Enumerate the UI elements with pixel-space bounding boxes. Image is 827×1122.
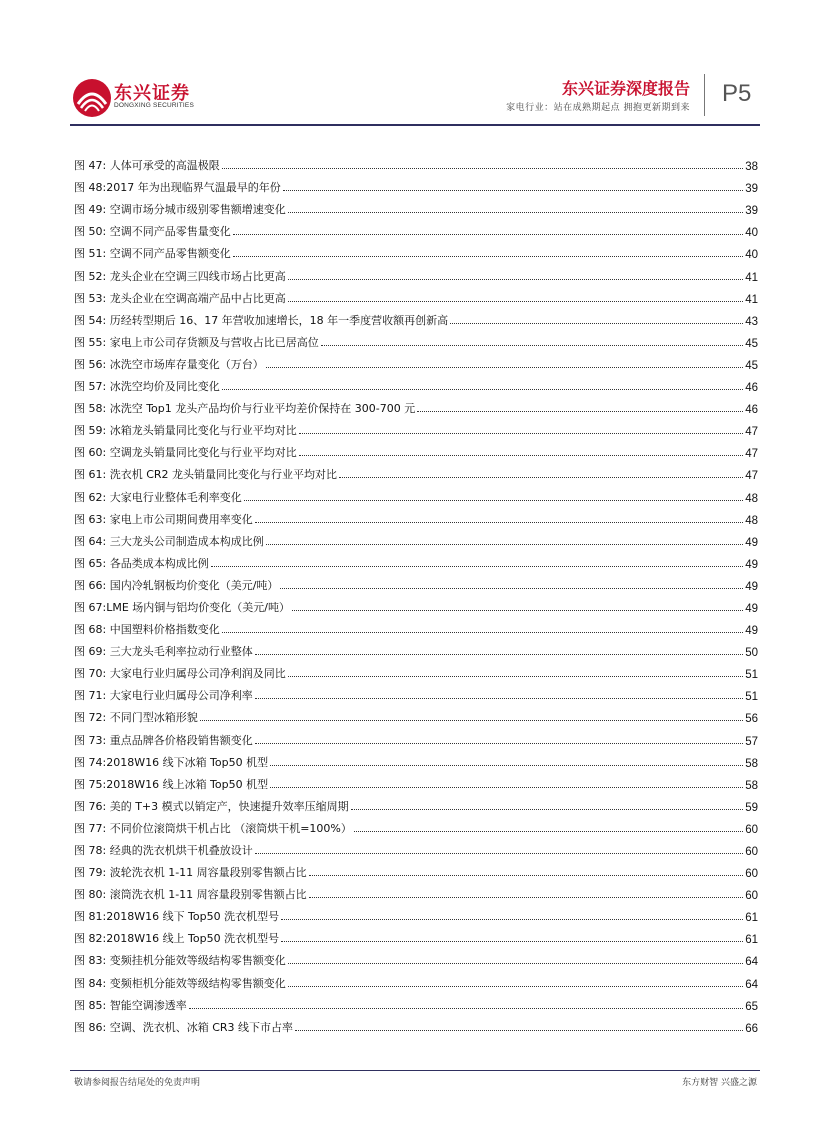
toc-entry-page[interactable]: 60	[745, 846, 758, 858]
figure-table-of-contents	[74, 151, 758, 1035]
toc-entry-label[interactable]: 图 62: 大家电行业整体毛利率变化	[74, 490, 242, 504]
toc-entry-label[interactable]: 图 78: 经典的洗衣机烘干机叠放设计	[74, 844, 253, 857]
header-divider	[704, 74, 705, 116]
toc-dot-leader	[309, 875, 744, 876]
toc-entry[interactable]	[74, 173, 758, 195]
toc-dot-leader	[270, 787, 743, 788]
toc-entry-page[interactable]: 60	[745, 823, 758, 836]
toc-entry-page[interactable]: 64	[745, 956, 758, 969]
toc-entry-page[interactable]: 49	[745, 580, 758, 593]
toc-dot-leader	[255, 853, 744, 854]
brand-name-english: DONGXING SECURITIES	[114, 102, 195, 109]
toc-entry[interactable]	[74, 836, 758, 858]
toc-entry-label[interactable]: 图 67:LME 场内铜与铝均价变化（美元/吨）	[74, 600, 290, 614]
toc-entry-label[interactable]: 图 68: 中国塑料价格指数变化	[74, 623, 220, 637]
toc-entry-label[interactable]: 图 60: 空调龙头销量同比变化与行业平均对比	[74, 446, 297, 460]
toc-entry[interactable]	[74, 527, 758, 549]
toc-dot-leader	[280, 588, 743, 589]
toc-entry-page[interactable]: 60	[745, 868, 758, 881]
toc-entry-label[interactable]: 图 48:2017 年为出现临界气温最早的年份	[74, 181, 281, 195]
toc-entry-label[interactable]: 图 66: 国内冷轧钢板均价变化（美元/吨）	[74, 578, 279, 592]
toc-entry-page[interactable]: 58	[745, 779, 758, 792]
toc-entry-label[interactable]: 图 72: 不同门型冰箱形貌	[74, 711, 198, 725]
toc-dot-leader	[288, 301, 744, 302]
toc-entry[interactable]	[74, 217, 758, 239]
toc-dot-leader	[255, 654, 744, 655]
toc-entry-page[interactable]: 49	[745, 602, 758, 615]
toc-entry[interactable]	[74, 350, 758, 372]
toc-entry-label[interactable]: 图 58: 冰洗空 Top1 龙头产品均价与行业平均差价保持在 300-700 元	[74, 402, 416, 416]
toc-entry-page[interactable]: 56	[745, 713, 758, 726]
toc-entry-page[interactable]: 48	[745, 514, 758, 527]
toc-entry[interactable]	[74, 681, 758, 703]
toc-entry-label[interactable]: 图 69: 三大龙头毛利率拉动行业整体	[74, 645, 253, 659]
toc-entry[interactable]	[74, 703, 758, 725]
toc-entry-label[interactable]: 图 61: 洗衣机 CR2 龙头销量同比变化与行业平均对比	[74, 468, 338, 482]
toc-entry[interactable]	[74, 394, 758, 416]
toc-dot-leader	[321, 345, 744, 346]
toc-dot-leader	[288, 212, 744, 213]
toc-entry-page[interactable]: 47	[745, 426, 758, 439]
toc-dot-leader	[309, 897, 744, 898]
report-title: 东兴证券深度报告	[561, 79, 690, 98]
toc-entry[interactable]	[74, 372, 758, 394]
toc-entry-label[interactable]: 图 65: 各品类成本构成比例	[74, 556, 209, 570]
toc-entry-label[interactable]: 图 71: 大家电行业归属母公司净利率	[74, 689, 253, 703]
toc-entry-label[interactable]: 图 49: 空调市场分城市级别零售额增速变化	[74, 203, 286, 217]
toc-entry-page[interactable]: 64	[745, 978, 758, 991]
toc-entry-page[interactable]: 46	[745, 382, 758, 395]
page-header	[0, 0, 827, 130]
toc-entry-page[interactable]: 45	[745, 359, 758, 372]
toc-entry-page[interactable]: 40	[745, 249, 758, 262]
toc-entry-page[interactable]: 41	[745, 271, 758, 284]
toc-entry-label[interactable]: 图 79: 波轮洗衣机 1-11 周容量段别零售额占比	[74, 866, 307, 880]
toc-entry[interactable]	[74, 946, 758, 968]
toc-dot-leader	[281, 941, 743, 942]
toc-entry-label[interactable]: 图 57: 冰洗空均价及同比变化	[74, 380, 220, 394]
toc-entry[interactable]	[74, 438, 758, 460]
toc-entry-label[interactable]: 图 81:2018W16 线下 Top50 洗衣机型号	[74, 910, 280, 924]
toc-dot-leader	[233, 256, 744, 257]
toc-entry-label[interactable]: 图 80: 滚筒洗衣机 1-11 周容量段别零售额占比	[74, 888, 307, 902]
page-number: P5	[722, 80, 752, 107]
toc-entry-page[interactable]: 66	[745, 1022, 758, 1035]
toc-entry[interactable]	[74, 770, 758, 792]
toc-dot-leader	[351, 809, 744, 810]
toc-entry-page[interactable]: 39	[745, 205, 758, 218]
toc-entry-label[interactable]: 图 59: 冰箱龙头销量同比变化与行业平均对比	[74, 424, 297, 438]
toc-entry-page[interactable]: 39	[745, 183, 758, 196]
toc-entry-page[interactable]: 58	[745, 757, 758, 770]
toc-entry[interactable]	[74, 902, 758, 924]
toc-dot-leader	[222, 389, 744, 390]
toc-entry[interactable]	[74, 505, 758, 527]
toc-dot-leader	[292, 610, 743, 611]
toc-dot-leader	[189, 1008, 744, 1009]
toc-dot-leader	[270, 765, 743, 766]
toc-entry-label[interactable]: 图 54: 历经转型期后 16、17 年营收加速增长，18 年一季度营收额再创新高	[74, 313, 449, 327]
toc-entry-label[interactable]: 图 64: 三大龙头公司制造成本构成比例	[74, 534, 264, 548]
toc-dot-leader	[339, 477, 743, 478]
toc-dot-leader	[200, 720, 744, 721]
toc-entry-label[interactable]: 图 82:2018W16 线上 Top50 洗衣机型号	[74, 932, 280, 946]
toc-entry[interactable]	[74, 615, 758, 637]
toc-dot-leader	[255, 743, 744, 744]
toc-dot-leader	[281, 919, 743, 920]
toc-dot-leader	[299, 433, 744, 434]
toc-entry[interactable]	[74, 748, 758, 770]
toc-entry-page[interactable]: 51	[745, 669, 758, 682]
toc-entry-page[interactable]: 49	[745, 536, 758, 549]
toc-entry-label[interactable]: 图 74:2018W16 线下冰箱 Top50 机型	[74, 755, 269, 769]
disclaimer-note: 敬请参阅报告结尾处的免责声明	[74, 1078, 201, 1088]
toc-entry[interactable]	[74, 571, 758, 593]
toc-entry-page[interactable]: 61	[745, 912, 758, 925]
toc-dot-leader	[266, 544, 744, 545]
toc-entry-page[interactable]: 50	[745, 647, 758, 660]
dongxing-logo-icon	[72, 78, 112, 118]
toc-entry-label[interactable]: 图 53: 龙头企业在空调高端产品中占比更高	[74, 291, 286, 305]
toc-entry-page[interactable]: 48	[745, 492, 758, 505]
toc-entry-label[interactable]: 图 47: 人体可承受的高温极限	[74, 159, 220, 173]
toc-dot-leader	[283, 190, 744, 191]
toc-entry[interactable]	[74, 328, 758, 350]
toc-dot-leader	[450, 323, 743, 324]
toc-entry-page[interactable]: 47	[745, 470, 758, 483]
toc-entry-page[interactable]: 61	[745, 934, 758, 947]
toc-entry-page[interactable]: 51	[745, 691, 758, 704]
toc-entry-label[interactable]: 图 70: 大家电行业归属母公司净利润及同比	[74, 667, 286, 681]
toc-entry-label[interactable]: 图 73: 重点品牌各价格段销售额变化	[74, 733, 253, 747]
toc-entry-label[interactable]: 图 56: 冰洗空市场库存量变化（万台）	[74, 357, 264, 371]
toc-entry-page[interactable]: 49	[745, 558, 758, 571]
toc-entry[interactable]	[74, 814, 758, 836]
toc-entry[interactable]	[74, 239, 758, 261]
toc-entry-label[interactable]: 图 55: 家电上市公司存货额及与营收占比已居高位	[74, 335, 319, 349]
toc-entry-page[interactable]: 40	[745, 227, 758, 240]
toc-entry-label[interactable]: 图 52: 龙头企业在空调三四线市场占比更高	[74, 269, 286, 283]
toc-dot-leader	[295, 1030, 743, 1031]
toc-dot-leader	[288, 279, 744, 280]
toc-entry-label[interactable]: 图 86: 空调、洗衣机、冰箱 CR3 线下市占率	[74, 1020, 294, 1034]
toc-entry[interactable]	[74, 261, 758, 283]
toc-entry-page[interactable]: 49	[745, 625, 758, 638]
toc-entry[interactable]	[74, 482, 758, 504]
toc-entry[interactable]	[74, 792, 758, 814]
brand-name: 东兴证券	[114, 83, 190, 104]
toc-dot-leader	[266, 367, 744, 368]
toc-entry[interactable]	[74, 460, 758, 482]
report-subtitle: 家电行业：站在成熟期起点 拥抱更新期到来	[506, 103, 690, 113]
toc-dot-leader	[244, 500, 744, 501]
toc-entry[interactable]	[74, 593, 758, 615]
toc-entry[interactable]	[74, 416, 758, 438]
toc-entry[interactable]	[74, 659, 758, 681]
header-rule	[70, 124, 760, 126]
toc-entry-page[interactable]: 57	[745, 735, 758, 748]
toc-entry[interactable]	[74, 991, 758, 1013]
toc-dot-leader	[299, 455, 744, 456]
toc-dot-leader	[255, 698, 744, 699]
footer-slogan: 东方财智 兴盛之源	[682, 1078, 757, 1088]
toc-entry-label[interactable]: 图 83: 变频挂机分能效等级结构零售额变化	[74, 954, 286, 968]
toc-entry-page[interactable]: 60	[745, 890, 758, 903]
toc-entry[interactable]	[74, 1013, 758, 1035]
toc-entry-label[interactable]: 图 85: 智能空调渗透率	[74, 998, 187, 1012]
toc-entry-label[interactable]: 图 77: 不同价位滚筒烘干机占比 （滚筒烘干机=100%）	[74, 821, 352, 835]
toc-entry[interactable]	[74, 637, 758, 659]
toc-entry[interactable]	[74, 858, 758, 880]
toc-entry-page[interactable]: 41	[745, 293, 758, 306]
toc-dot-leader	[255, 522, 744, 523]
toc-entry-page[interactable]: 46	[745, 404, 758, 417]
toc-entry-label[interactable]: 图 75:2018W16 线上冰箱 Top50 机型	[74, 777, 269, 791]
toc-entry-page[interactable]: 43	[745, 315, 758, 328]
footer-rule	[70, 1070, 760, 1071]
toc-entry[interactable]	[74, 880, 758, 902]
toc-dot-leader	[222, 168, 744, 169]
toc-entry[interactable]	[74, 284, 758, 306]
toc-entry[interactable]	[74, 151, 758, 173]
toc-dot-leader	[288, 963, 744, 964]
toc-entry-page[interactable]: 38	[745, 161, 758, 174]
toc-entry[interactable]	[74, 549, 758, 571]
toc-entry-page[interactable]: 59	[745, 801, 758, 814]
toc-dot-leader	[288, 676, 744, 677]
toc-entry-label[interactable]: 图 63: 家电上市公司期间费用率变化	[74, 512, 253, 526]
toc-entry[interactable]	[74, 306, 758, 328]
toc-entry-label[interactable]: 图 51: 空调不同产品零售额变化	[74, 247, 231, 261]
toc-dot-leader	[417, 411, 743, 412]
toc-entry-label[interactable]: 图 84: 变频柜机分能效等级结构零售额变化	[74, 976, 286, 990]
toc-entry[interactable]	[74, 924, 758, 946]
toc-entry[interactable]	[74, 725, 758, 747]
toc-dot-leader	[233, 234, 744, 235]
toc-dot-leader	[354, 831, 743, 832]
toc-entry-label[interactable]: 图 50: 空调不同产品零售量变化	[74, 225, 231, 239]
toc-entry-label[interactable]: 图 76: 美的 T+3 模式以销定产，快速提升效率压缩周期	[74, 799, 349, 813]
toc-dot-leader	[222, 632, 744, 633]
toc-dot-leader	[288, 986, 744, 987]
toc-entry-page[interactable]: 45	[745, 337, 758, 350]
toc-entry[interactable]	[74, 195, 758, 217]
toc-entry-page[interactable]: 47	[745, 448, 758, 461]
toc-entry-page[interactable]: 65	[745, 1000, 758, 1013]
toc-dot-leader	[211, 566, 744, 567]
toc-entry[interactable]	[74, 968, 758, 990]
